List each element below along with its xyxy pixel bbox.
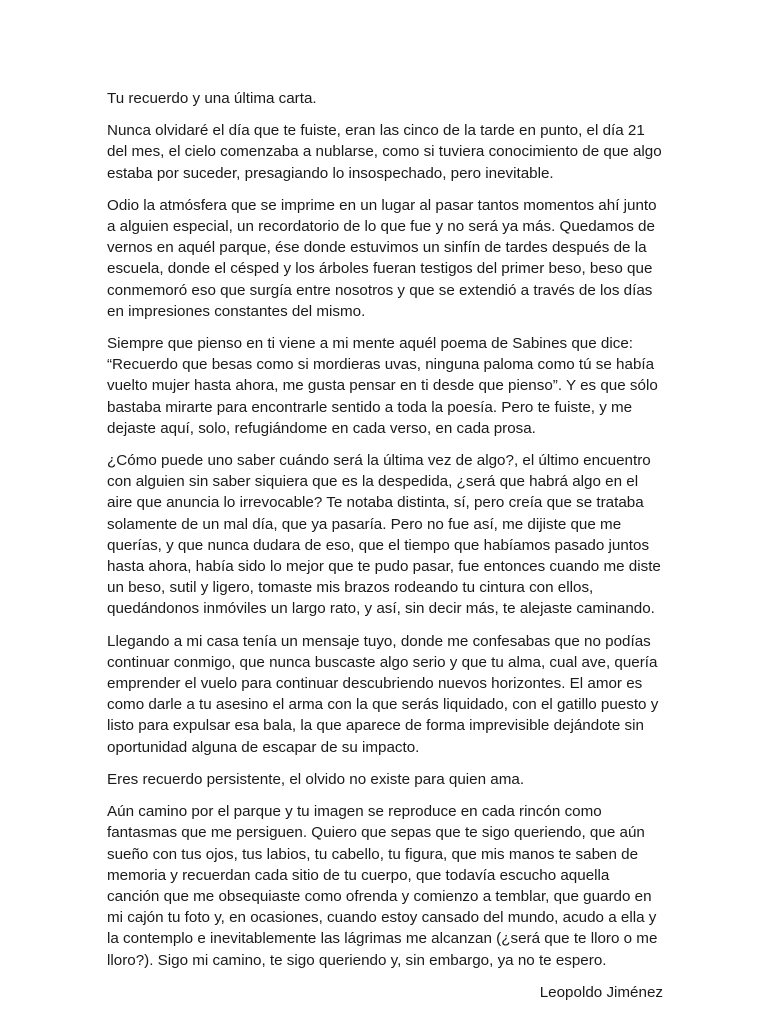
signature: Leopoldo Jiménez (539, 983, 663, 1001)
paragraph-5: Llegando a mi casa tenía un mensaje tuyo, donde me confesabas que no podías continuar conmigo, que nunca buscaste algo serio y que tu alma, cual ave, quería emprender el vuelo para continuar descubriendo nuevos horizontes. El amor es como darle a tu asesino el arma con la que serás liquidado, con el gatillo puesto y listo para expulsar esa bala, la que aparece de forma imprevisible dejándote sin oportunidad alguna de escapar de su impacto. (107, 632, 659, 756)
paragraph-7: Aún camino por el parque y tu imagen se reproduce en cada rincón como fantasmas que me persiguen. Quiero que sepas que te sigo queriendo, que aún sueño con tus ojos, tus labios, tu cabello, tu figura, que mis manos te saben de memoria y recuerdan cada sitio de tu cuerpo, que todavía escucho aquella canción que me obsequiaste como ofrenda y comienzo a temblar, que guardo en mi cajón tu foto y, en ocasiones, cuando estoy cansado del mundo, acudo a ella y la contemplo e inevitablemente las lágrimas me alcanzan (¿será que te lloro o me lloro?). Sigo mi camino, te sigo queriendo y, sin embargo, ya no te espero. (107, 803, 658, 969)
paragraph-6: Eres recuerdo persistente, el olvido no existe para quien ama. (107, 770, 525, 788)
paragraph-3: Siempre que pienso en ti viene a mi mente aquél poema de Sabines que dice: “Recuerdo que besas como si mordieras uvas, ninguna paloma como tú se había vuelto mujer hasta ahora, me gusta pensar en ti desde que pienso”. Y es que sólo bastaba mirarte para encontrarle sentido a toda la poesía. Pero te fuiste, y me dejaste aquí, solo, refugiándome en cada verso, en cada prosa. (107, 335, 658, 437)
document-title: Tu recuerdo y una última carta. (107, 90, 317, 107)
document-page (107, 88, 663, 1014)
paragraph-1: Nunca olvidaré el día que te fuiste, eran las cinco de la tarde en punto, el día 21 del mes, el cielo comenzaba a nublarse, como si tuviera conocimiento de que algo estaba por suceder, presagiando lo insospechado, pero inevitable. (107, 122, 662, 182)
paragraph-4: ¿Cómo puede uno saber cuándo será la última vez de algo?, el último encuentro con alguien sin saber siquiera que es la despedida, ¿será que habrá algo en el aire que anuncia lo irrevocable? Te notaba distinta, sí, pero creía que se trataba solamente de un mal día, que ya pasaría. Pero no fue así, me dijiste que me querías, y que nunca dudara de eso, que el tiempo que habíamos pasado juntos hasta ahora, había sido lo mejor que te pudo pasar, fue entonces cuando me diste un beso, sutil y ligero, tomaste mis brazos rodeando tu cintura con ellos, quedándonos inmóviles un largo rato, y así, sin decir más, te alejaste caminando. (107, 452, 661, 618)
paragraph-2: Odio la atmósfera que se imprime en un lugar al pasar tantos momentos ahí junto a alguien especial, un recordatorio de lo que fue y no será ya más. Quedamos de vernos en aquél parque, ése donde estuvimos un sinfín de tardes después de la escuela, donde el césped y los árboles fueran testigos del primer beso, beso que conmemoró eso que surgía entre nosotros y que se extendió a través de los días en impresiones constantes del mismo. (107, 196, 657, 320)
